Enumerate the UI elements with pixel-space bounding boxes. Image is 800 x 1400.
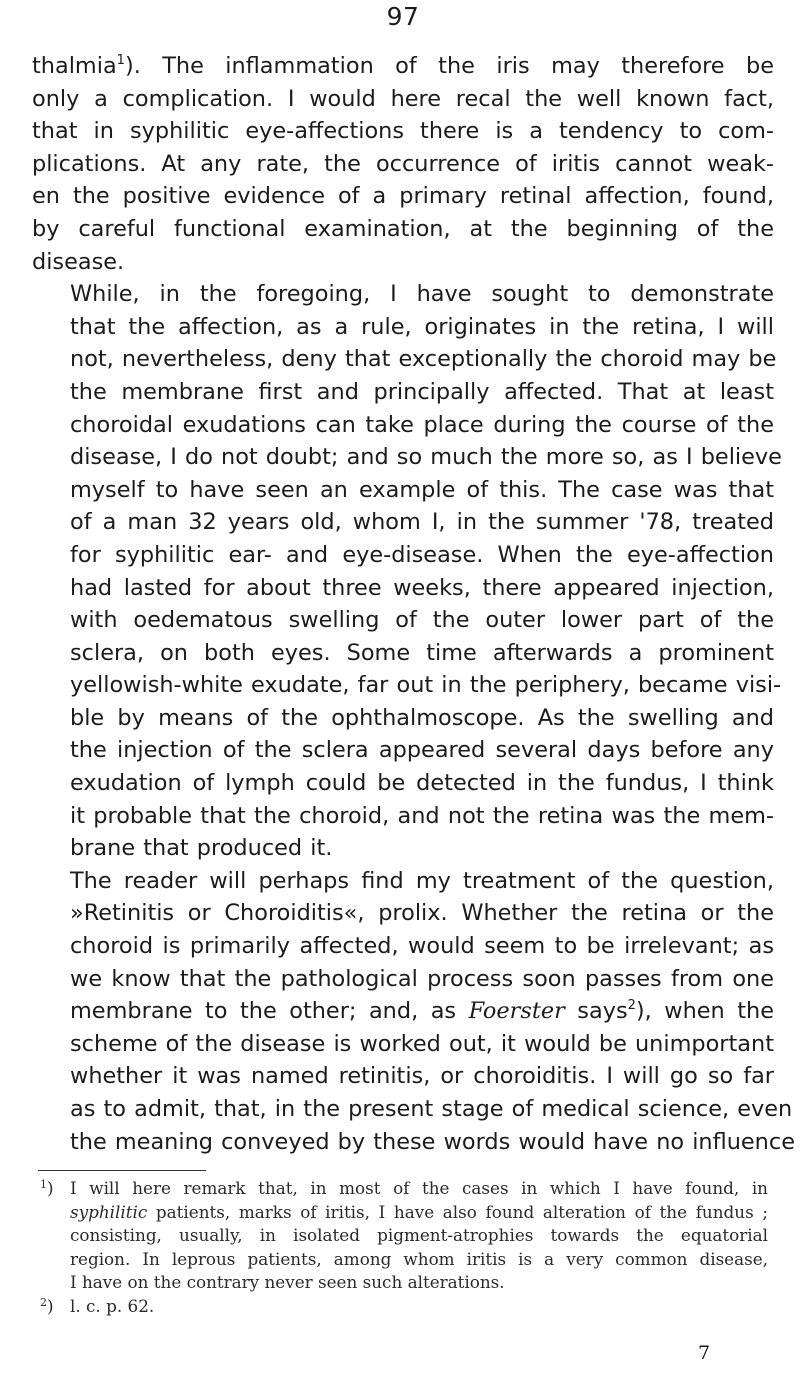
footnote-reference: 2: [627, 998, 636, 1014]
text-line: [32, 1060, 774, 1093]
text-run: says: [564, 998, 628, 1025]
text-line: [32, 83, 774, 116]
text-run: we know that the pathological process soon passes from one: [70, 965, 774, 992]
footnote-line: [70, 1295, 768, 1319]
text-line: [32, 148, 774, 181]
paragraph: [32, 865, 795, 1158]
footnote-line: [70, 1271, 768, 1295]
text-run: plications. At any rate, the occurrence of iritis cannot weak-: [32, 150, 774, 177]
text-line: [32, 409, 774, 442]
text-line: [32, 115, 774, 148]
text-run: only a complication. I would here recal the well known fact,: [32, 85, 774, 112]
text-run: that the affection, as a rule, originates in the retina, I will: [70, 313, 774, 340]
text-run: sclera, on both eyes. Some time afterwards a prominent: [70, 639, 774, 666]
text-run: exudation of lymph could be detected in the fundus, I think: [70, 770, 774, 797]
footnote-line: [70, 1201, 768, 1225]
paragraph: [32, 50, 774, 278]
paragraph: [32, 278, 782, 865]
text-run: the membrane first and principally affected. That at least: [70, 378, 774, 405]
text-run: thalmia: [32, 53, 117, 79]
text-run: scheme of the disease is worked out, it would be unimportant: [70, 1030, 774, 1057]
page-number: 97: [386, 2, 420, 31]
text-line: [32, 734, 774, 767]
text-run: disease.: [32, 248, 125, 275]
text-line: [32, 50, 774, 83]
text-run: choroid is primarily affected, would seem to be irrelevant; as: [70, 933, 774, 960]
footnote-number: 1: [40, 1178, 47, 1191]
text-run: whether it was named retinitis, or choroiditis. I will go so far: [70, 1063, 774, 1090]
text-line: [32, 637, 774, 670]
text-run: ). The inflammation of the iris may therefore be: [124, 53, 774, 79]
text-run: membrane to the other; and, as: [70, 998, 469, 1025]
footnote-divider: [38, 1170, 206, 1171]
text-line: [32, 441, 782, 474]
text-line: [32, 800, 774, 833]
text-run: ), when the: [635, 998, 774, 1025]
text-line: [32, 1028, 774, 1061]
footnote-marker: $^2$): [40, 1295, 54, 1316]
emphasized-text: syphilitic: [70, 1201, 148, 1222]
text-run: brane that produced it.: [70, 835, 333, 862]
text-line: [32, 213, 774, 246]
document-page: [32, 0, 795, 1400]
text-run: by careful functional examination, at the beginning of the: [32, 215, 774, 242]
emphasized-text: Foerster: [468, 998, 565, 1025]
text-line: [32, 1093, 793, 1126]
text-line: [32, 278, 774, 311]
text-line: [32, 702, 774, 735]
footnote-line: [70, 1177, 768, 1201]
text-run: that in syphilitic eye-affections there is a tendency to com-: [32, 118, 774, 145]
text-line: [32, 180, 774, 213]
text-run: myself to have seen an example of this. The case was that: [70, 476, 774, 503]
text-line: [32, 506, 774, 539]
footnotes: [38, 1177, 768, 1319]
body-text: [32, 50, 795, 1158]
text-run: l. c. p. 62.: [70, 1295, 155, 1316]
text-run: I will here remark that, in most of the cases in which I have found, in: [70, 1178, 768, 1198]
text-run: of a man 32 years old, whom I, in the summer '78, treated: [70, 509, 774, 536]
footnote-line: [70, 1248, 768, 1272]
text-line: [32, 1126, 795, 1159]
text-line: [32, 832, 774, 865]
text-line: [32, 246, 774, 279]
text-line: [32, 311, 774, 344]
text-line: [32, 539, 774, 572]
text-run: patients, marks of iritis, I have also found alteration of the fundus ;: [147, 1201, 768, 1222]
text-run: I have on the contrary never seen such alterations.: [70, 1272, 505, 1293]
footnote: [38, 1177, 768, 1295]
text-run: the meaning conveyed by these words would have no influence: [70, 1128, 795, 1155]
footnote-marker: $^1$): [40, 1178, 54, 1198]
text-run: ble by means of the ophthalmoscope. As the swelling and: [70, 704, 774, 731]
text-line: [32, 474, 774, 507]
text-line: [32, 572, 774, 605]
text-run: »Retinitis or Choroiditis«, prolix. Whether the retina or the: [70, 900, 774, 927]
footnote-number: 2: [40, 1295, 47, 1309]
text-line: [32, 604, 774, 637]
text-line: [32, 343, 777, 376]
text-line: [32, 669, 782, 702]
footnote-line: [70, 1224, 768, 1248]
text-run: disease, I do not doubt; and so much the more so, as I believe: [70, 444, 782, 471]
text-run: as to admit, that, in the present stage of medical science, even: [70, 1096, 793, 1122]
text-run: While, in the foregoing, I have sought to demonstrate: [70, 281, 774, 308]
text-run: the injection of the sclera appeared several days before any: [70, 737, 774, 764]
footnote: [38, 1295, 768, 1319]
text-line: [32, 963, 774, 996]
text-line: [32, 995, 774, 1028]
text-line: [32, 897, 774, 930]
text-run: region. In leprous patients, among whom iritis is a very common disease,: [70, 1248, 768, 1269]
text-line: [32, 767, 774, 800]
signature-number: 7: [698, 1342, 711, 1364]
text-line: [32, 865, 774, 898]
text-run: with oedematous swelling of the outer lower part of the: [70, 607, 774, 634]
text-run: en the positive evidence of a primary retinal affection, found,: [32, 183, 774, 210]
text-run: yellowish-white exudate, far out in the periphery, became visi-: [70, 672, 782, 699]
text-run: had lasted for about three weeks, there appeared injection,: [70, 574, 774, 601]
footnote-reference: 1: [116, 53, 125, 68]
text-run: choroidal exudations can take place during the course of the: [70, 411, 774, 438]
text-run: it probable that the choroid, and not the retina was the mem-: [70, 802, 774, 829]
text-line: [32, 930, 774, 963]
text-line: [32, 376, 774, 409]
text-run: consisting, usually, in isolated pigment-atrophies towards the equatorial: [70, 1225, 768, 1246]
text-run: not, nevertheless, deny that exceptionally the choroid may be: [70, 346, 777, 373]
text-run: for syphilitic ear- and eye-disease. When the eye-affection: [70, 541, 774, 568]
text-run: The reader will perhaps find my treatment of the question,: [70, 867, 774, 894]
